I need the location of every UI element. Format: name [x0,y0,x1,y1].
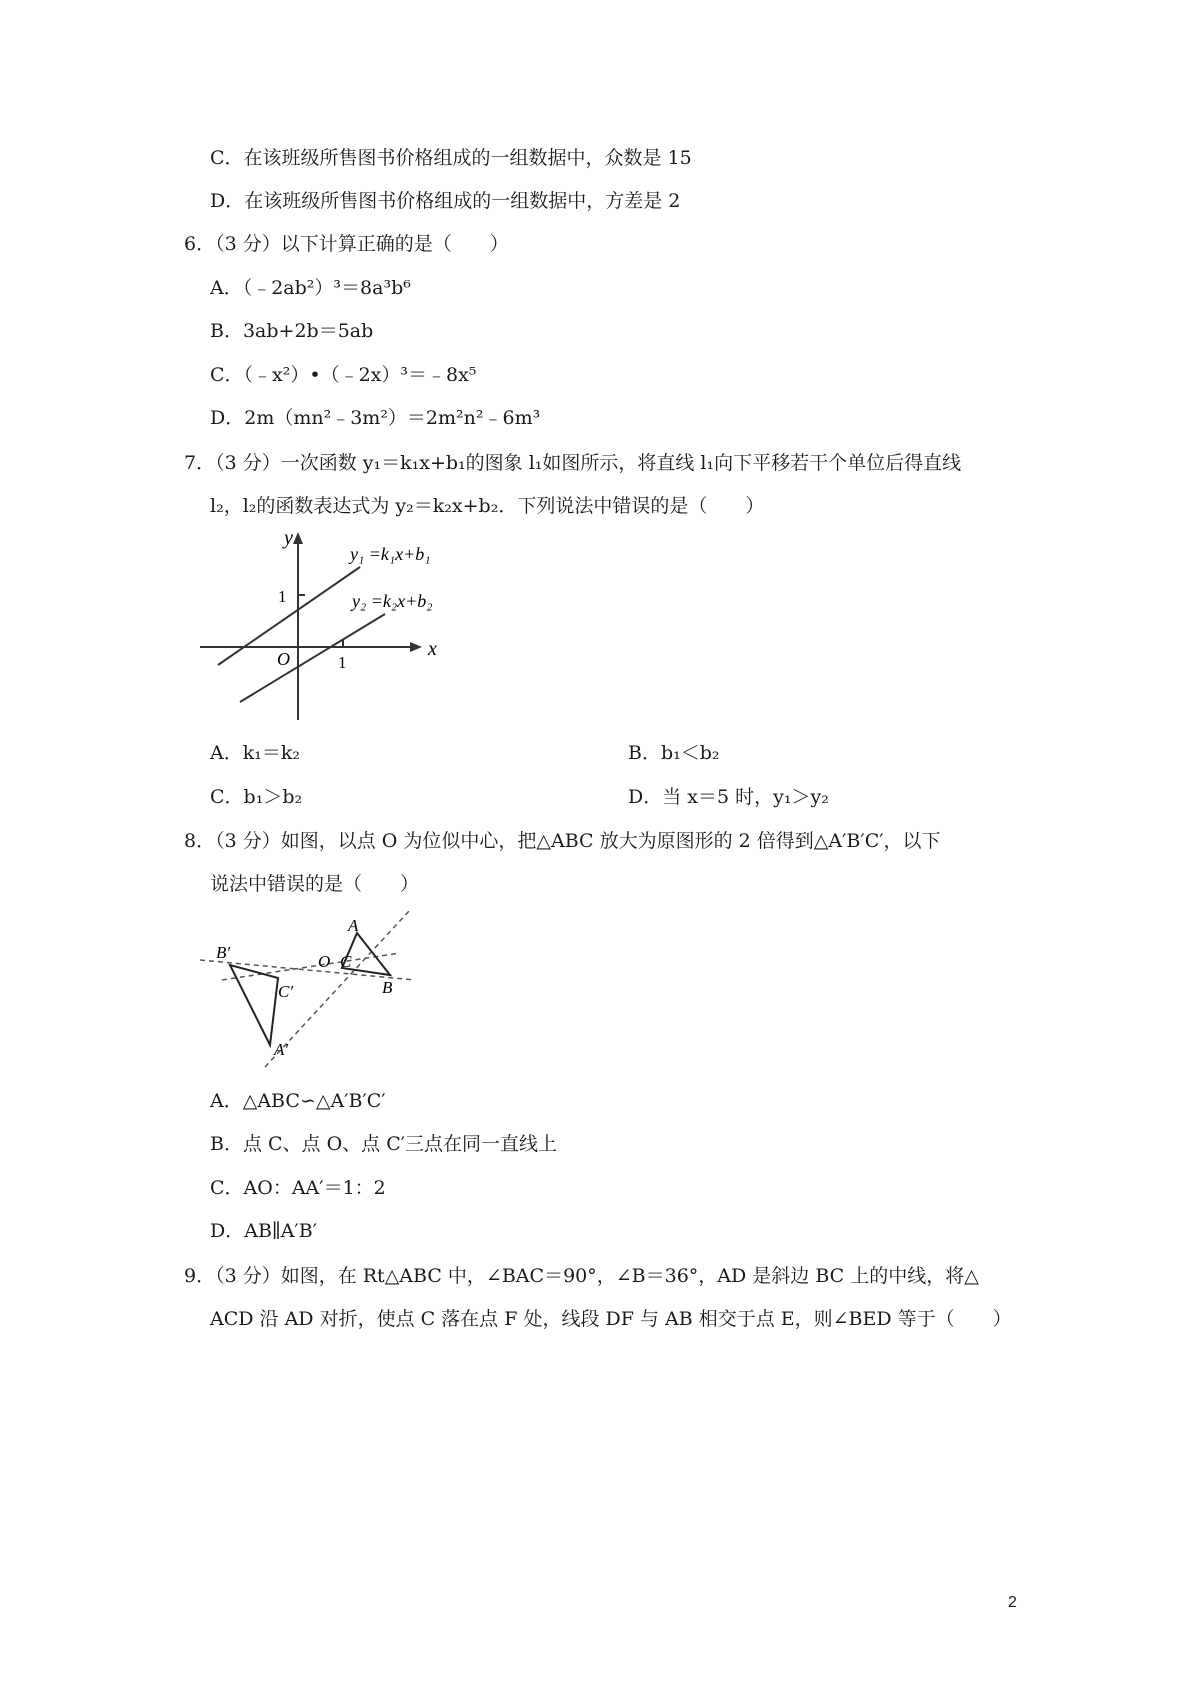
q8-stem-line1: 8．（3 分）如图，以点 O 为位似中心，把△ABC 放大为原图形的 2 倍得到△A′B′C′，以下 [184,830,941,852]
q7-option-b: B．b₁＜b₂ [628,742,720,764]
y-label: y [284,530,293,549]
q8-option-b: B．点 C、点 O、点 C′三点在同一直线上 [210,1133,558,1155]
y-tick-label: 1 [278,587,287,606]
triangle-a-b-c-prime [230,965,278,1045]
q5-option-d: D．在该班级所售图书价格组成的一组数据中，方差是 2 [210,190,681,212]
q7-option-d: D．当 x＝5 时，y₁＞y₂ [628,786,829,808]
q6-stem: 6．（3 分）以下计算正确的是（ ） [184,233,509,255]
label-b-prime: B′ [216,943,231,962]
q5-option-c: C．在该班级所售图书价格组成的一组数据中，众数是 15 [210,147,692,169]
q8-option-a: A．△ABC∽△A′B′C′ [210,1090,386,1112]
label-c: C [340,952,352,971]
x-tick-label: 1 [338,653,347,672]
page-number: 2 [1008,1594,1017,1611]
q6-option-a: A．（﹣2ab²）³＝8a³b⁶ [210,277,411,299]
q8-homothety-figure [200,905,460,1075]
q7-stem-line1: 7．（3 分）一次函数 y₁＝k₁x+b₁的图象 l₁如图所示，将直线 l₁向下平移若干个单位后得直线 [184,452,962,474]
q7-linear-function-figure [200,530,470,725]
equation-l2: y₂ =k₂x+b₂ [352,591,433,611]
q8-option-c: C．AO：AA′＝1：2 [210,1177,386,1199]
label-c-prime: C′ [278,982,294,1001]
q6-option-d: D．2m（mn²﹣3m²）＝2m²n²﹣6m³ [210,407,541,429]
q7-option-a: A．k₁＝k₂ [210,742,300,764]
q6-option-c: C．（﹣x²）•（﹣2x）³＝﹣8x⁵ [210,364,477,386]
equation-l1: y₁ =k₁x+b₁ [350,544,431,564]
x-label: x [428,638,437,660]
label-b: B [382,978,393,997]
q8-option-d: D．AB∥A′B′ [210,1220,318,1242]
x-axis-arrow [410,642,422,652]
q8-stem-line2: 说法中错误的是（ ） [210,873,420,895]
label-a-prime: A′ [274,1040,289,1059]
label-a: A [348,916,359,935]
q7-option-c: C．b₁＞b₂ [210,786,303,808]
q9-stem-line2: ACD 沿 AD 对折，使点 C 落在点 F 处，线段 DF 与 AB 相交于点 E，则∠BED 等于（ ） [210,1308,1012,1330]
q6-option-b: B．3ab+2b＝5ab [210,320,374,342]
q9-stem-line1: 9．（3 分）如图，在 Rt△ABC 中，∠BAC＝90°，∠B＝36°，AD 是斜边 BC 上的中线，将△ [184,1265,979,1287]
q7-stem-line2: l₂，l₂的函数表达式为 y₂＝k₂x+b₂．下列说法中错误的是（ ） [210,495,765,517]
origin-label: O [277,649,290,669]
line-l2 [240,614,385,702]
y-axis-arrow [293,532,303,544]
label-o: O [318,952,331,971]
